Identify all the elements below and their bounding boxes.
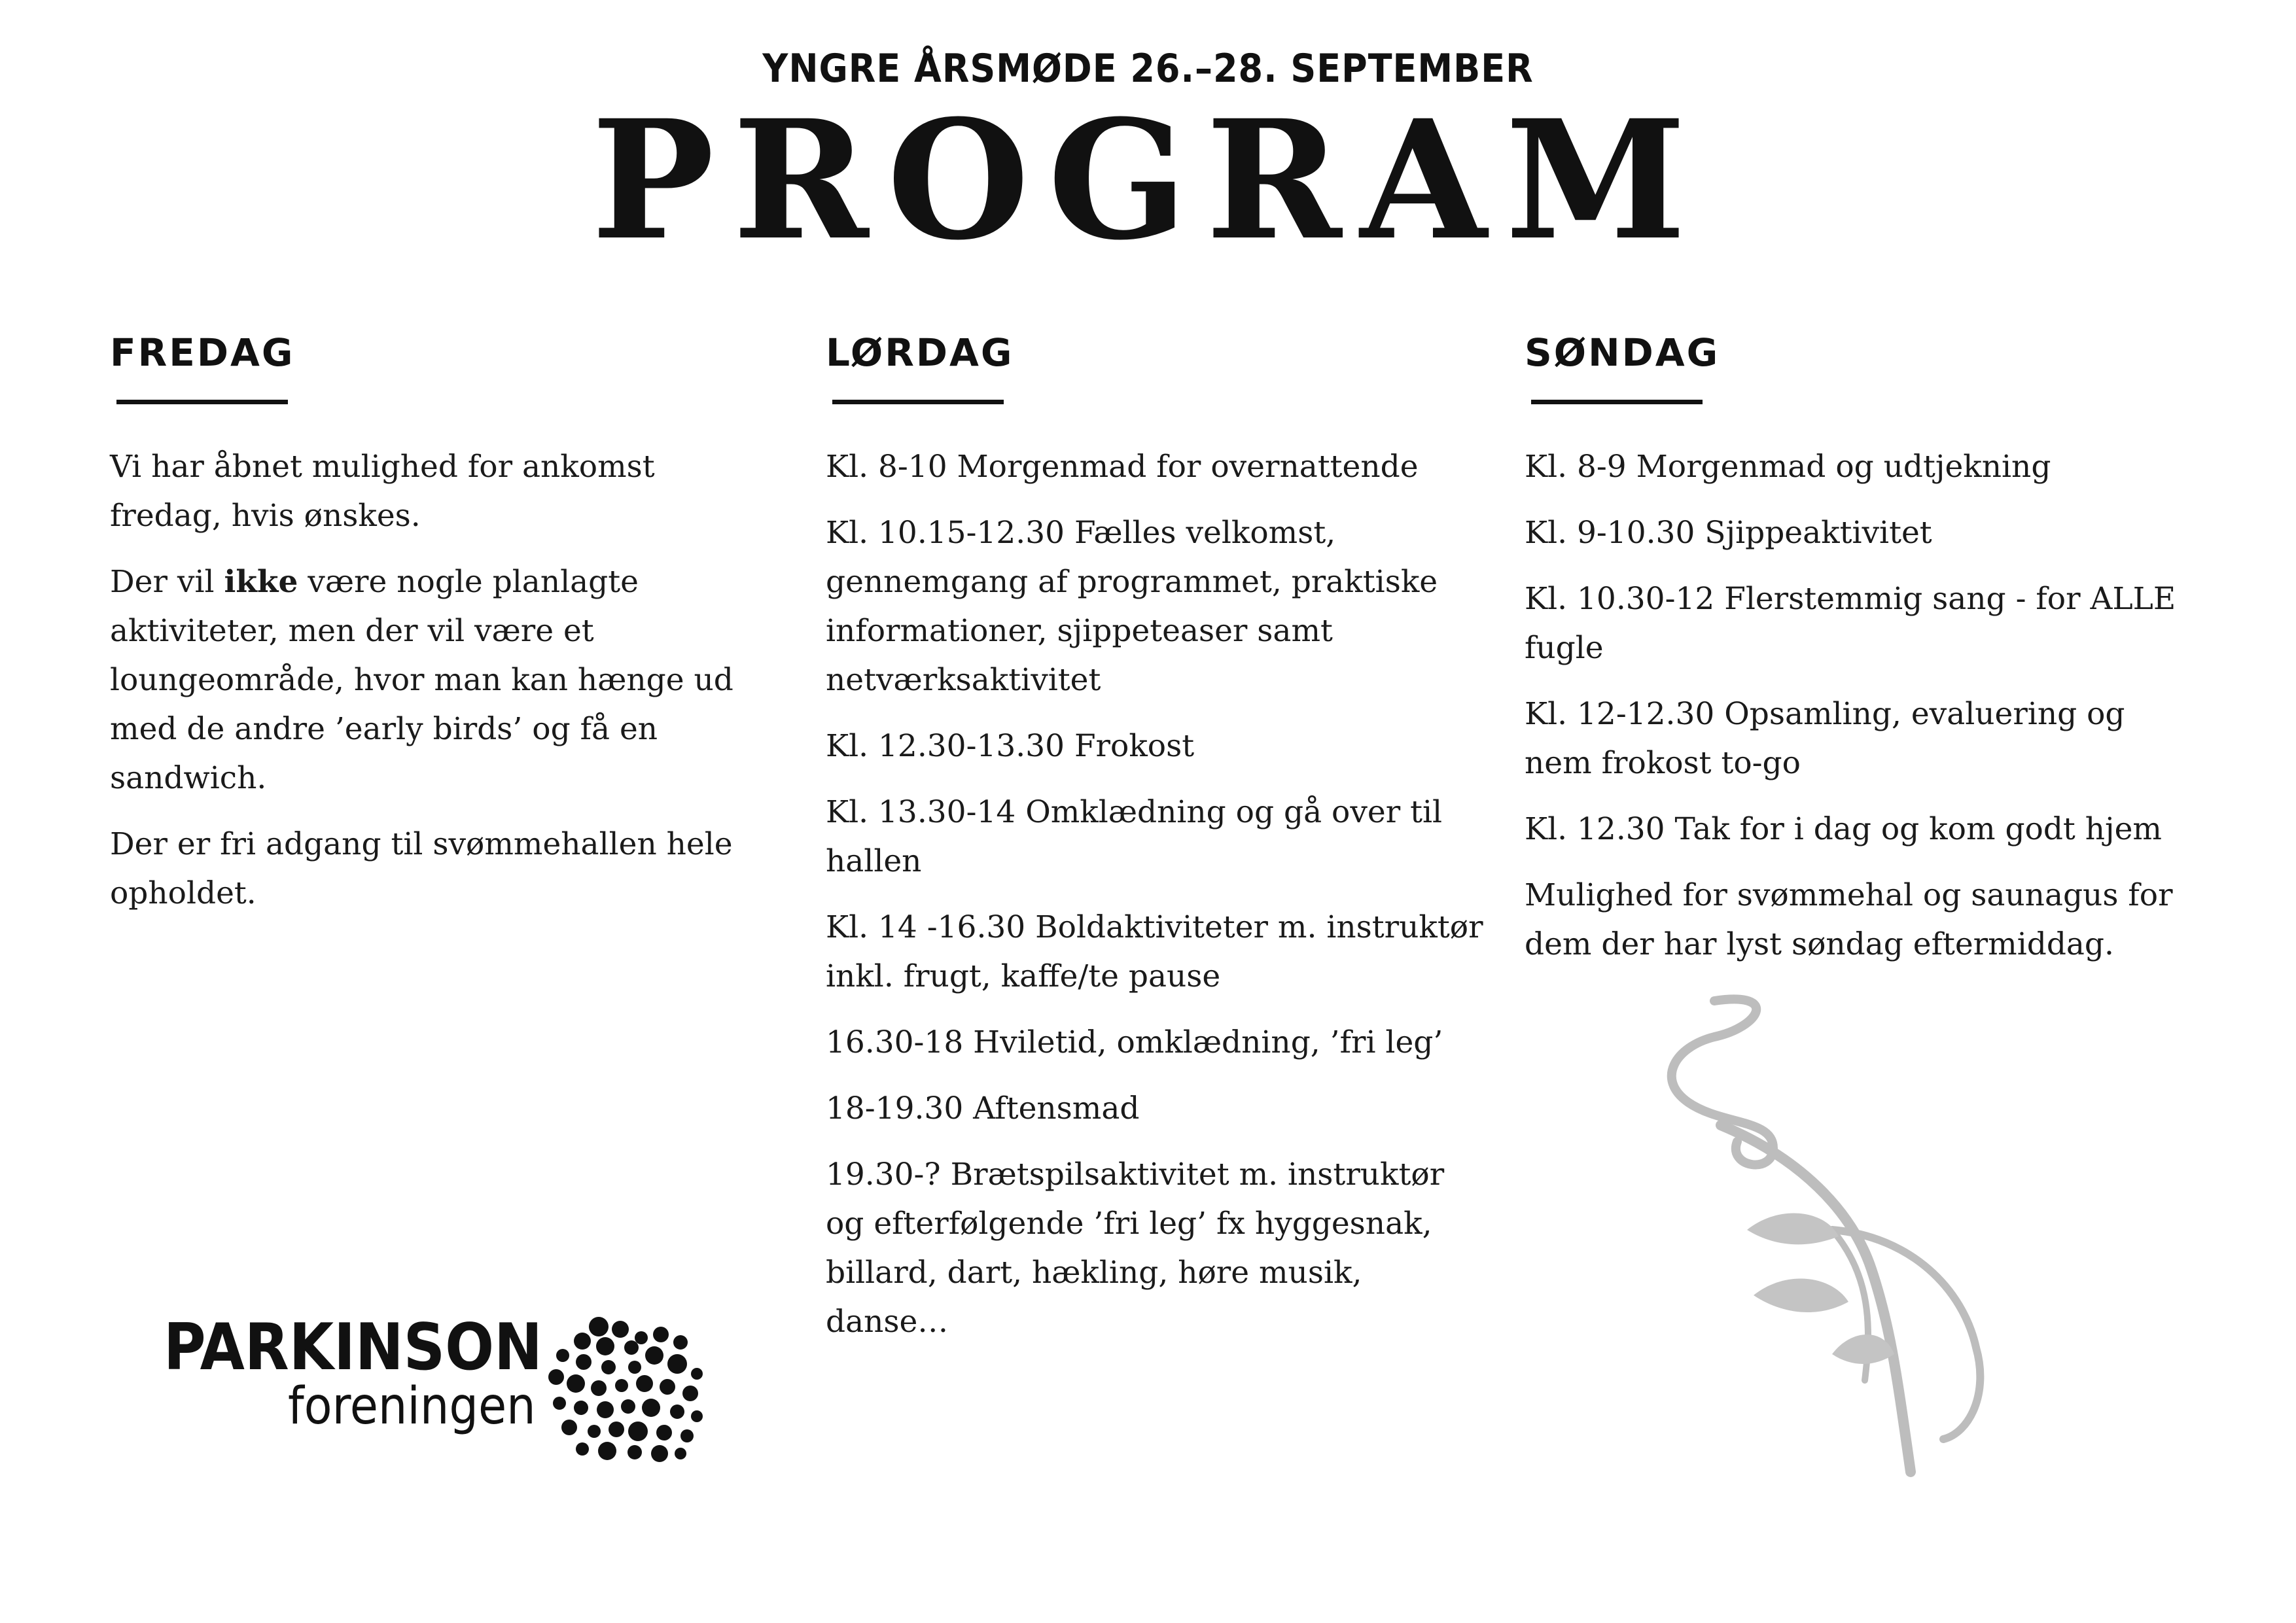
parkinson-logo	[164, 1310, 542, 1436]
schedule-item: Kl. 12-12.30 Opsamling, evaluering og nem frokost to-go	[1525, 696, 2125, 781]
heading-fredag: FREDAG	[110, 330, 295, 375]
logo-dots-icon	[543, 1315, 707, 1465]
schedule-item: 18-19.30 Aftensmad	[826, 1091, 1140, 1126]
text-span: Der vil	[110, 564, 224, 600]
decorative-flourish-icon	[1636, 988, 2133, 1485]
fredag-paragraph-1: Vi har åbnet mulighed for ankomst fredag, hvis ønskes.	[110, 449, 655, 534]
heading-underline	[1531, 400, 1703, 404]
heading-underline	[116, 400, 288, 404]
text-span: være nogle planlagte aktiviteter, men der vil være et loungeområde, hvor man kan hænge ud med de andre ’early birds’ og få en sandwich.	[110, 564, 733, 796]
heading-underline	[832, 400, 1004, 404]
column-sondag	[1525, 330, 2192, 986]
schedule-item: Kl. 12.30 Tak for i dag og kom godt hjem	[1525, 811, 2162, 847]
column-lordag	[826, 330, 1487, 1363]
fredag-paragraph-3: Der er fri adgang til svømmehallen hele opholdet.	[110, 826, 733, 911]
column-fredag	[110, 330, 764, 935]
schedule-item: Kl. 10.15-12.30 Fælles velkomst, gennemgang af programmet, praktiske informationer, sjippeteaser samt netværksaktivitet	[826, 515, 1438, 698]
schedule-item: Mulighed for svømmehal og saunagus for dem der har lyst søndag eftermiddag.	[1525, 877, 2173, 962]
schedule-item: Kl. 14 -16.30 Boldaktiviteter m. instruktør inkl. frugt, kaffe/te pause	[826, 909, 1483, 994]
schedule-item: Kl. 10.30-12 Flerstemmig sang - for ALLE fugle	[1525, 581, 2176, 666]
schedule-item: 16.30-18 Hviletid, omklædning, ’fri leg’	[826, 1024, 1443, 1060]
schedule-item: Kl. 8-10 Morgenmad for overnattende	[826, 449, 1419, 485]
emphasis-text: ikke	[224, 564, 298, 600]
page-title: PROGRAM	[591, 84, 1705, 276]
heading-sondag: SØNDAG	[1525, 330, 1720, 375]
schedule-item: Kl. 9-10.30 Sjippeaktivitet	[1525, 515, 1932, 551]
schedule-item: Kl. 12.30-13.30 Frokost	[826, 728, 1195, 764]
schedule-item: Kl. 13.30-14 Omklædning og gå over til hallen	[826, 794, 1443, 879]
logo-subtitle: foreningen	[288, 1377, 536, 1436]
logo-name: PARKINSON	[164, 1310, 542, 1385]
schedule-item: Kl. 8-9 Morgenmad og udtjekning	[1525, 449, 2051, 485]
fredag-paragraph-2	[110, 557, 764, 803]
schedule-item: 19.30-? Brætspilsaktivitet m. instruktør og efterfølgende ’fri leg’ fx hyggesnak, billard, dart, hækling, høre musik, danse…	[826, 1157, 1445, 1340]
heading-lordag: LØRDAG	[826, 330, 1014, 375]
event-subtitle: YNGRE ÅRSMØDE 26.–28. SEPTEMBER	[762, 46, 1534, 92]
